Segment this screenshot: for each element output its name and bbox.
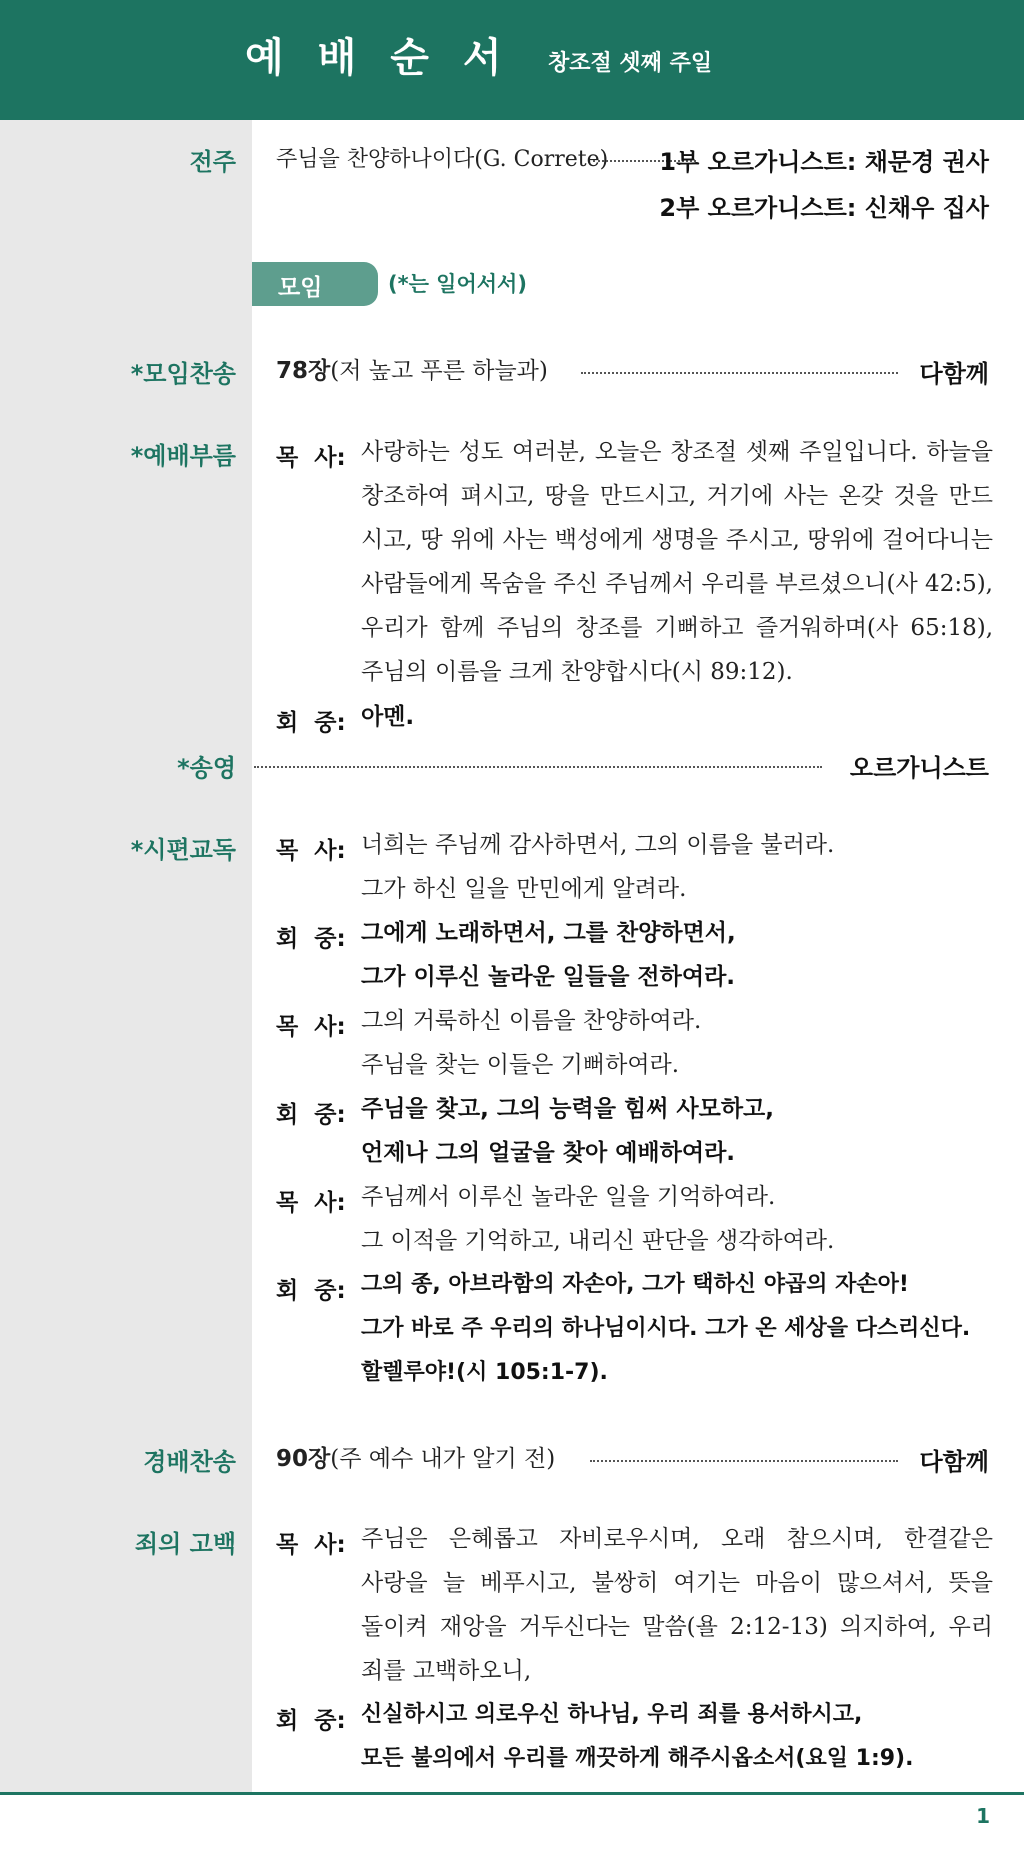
psalter-role: 목 사: — [276, 1190, 346, 1216]
call-leader-line: 사랑하는 성도 여러분, 오늘은 창조절 셋째 주일입니다. 하늘을 — [361, 439, 993, 465]
opening-hymn-performer: 다함께 — [919, 360, 989, 388]
psalter-label: *시편교독 — [130, 836, 236, 864]
psalter-block — [361, 1087, 993, 1175]
section-note: (*는 일어서서) — [388, 272, 527, 296]
psalter-line: 할렐루야!(시 105:1-7). — [361, 1360, 608, 1385]
doxology-leader — [254, 766, 822, 768]
header-bar — [0, 0, 1024, 120]
psalter-role: 회 중: — [276, 1278, 346, 1304]
hymn-of-praise-number: 90장 — [276, 1446, 331, 1472]
opening-hymn-number: 78장 — [276, 358, 331, 384]
confession-congregation-line: 모든 불의에서 우리를 깨끗하게 해주시옵소서(요일 1:9). — [361, 1746, 914, 1771]
confession-leader-role: 목 사: — [276, 1532, 346, 1558]
psalter-line: 그가 이루신 놀라운 일들을 전하여라. — [361, 964, 736, 990]
psalter-role: 목 사: — [276, 838, 346, 864]
psalter-line: 그가 하신 일을 만민에게 알려라. — [361, 876, 687, 902]
confession-leader-line: 돌이켜 재앙을 거두신다는 말씀(욜 2:12-13) 의지하여, 우리 — [361, 1614, 993, 1640]
organist-2: 2부 오르가니스트: 신채우 집사 — [659, 194, 989, 222]
opening-hymn-text — [276, 349, 548, 393]
confession-congregation-text — [361, 1693, 993, 1781]
psalter-line: 그가 바로 주 우리의 하나님이시다. 그가 온 세상을 다스리신다. — [361, 1316, 971, 1341]
confession-congregation-role: 회 중: — [276, 1708, 346, 1734]
call-leader-text — [361, 430, 993, 694]
call-to-worship-label: *예배부름 — [130, 442, 236, 470]
psalter-line: 언제나 그의 얼굴을 찾아 예배하여라. — [361, 1140, 736, 1166]
page-title: 예배순서 — [245, 35, 536, 81]
psalter-line: 주님께서 이루신 놀라운 일을 기억하여라. — [361, 1184, 776, 1210]
hymn-of-praise-performer: 다함께 — [919, 1448, 989, 1476]
psalter-role: 회 중: — [276, 1102, 346, 1128]
confession-leader-line: 죄를 고백하오니, — [361, 1658, 532, 1684]
psalter-line: 주님을 찾는 이들은 기뻐하여라. — [361, 1052, 680, 1078]
call-leader-line: 우리가 함께 주님의 창조를 기뻐하고 즐거워하며(사 65:18), — [361, 615, 993, 641]
hymn-of-praise-text — [276, 1437, 555, 1481]
psalter-line: 그에게 노래하면서, 그를 찬양하면서, — [361, 920, 736, 946]
psalter-block — [361, 999, 993, 1087]
psalter-line: 그의 거룩하신 이름을 찬양하여라. — [361, 1008, 702, 1034]
hymn-of-praise-leader — [590, 1460, 898, 1462]
opening-hymn-label: *모임찬송 — [130, 360, 236, 388]
psalter-block — [361, 1175, 993, 1263]
hymn-of-praise-label: 경배찬송 — [143, 1448, 236, 1476]
call-leader-line: 주님의 이름을 크게 찬양합시다(시 89:12). — [361, 659, 793, 685]
psalter-line: 그의 종, 아브라함의 자손아, 그가 택하신 야곱의 자손아! — [361, 1272, 909, 1297]
confession-leader-text — [361, 1517, 993, 1693]
page-number: 1 — [976, 1804, 990, 1828]
organist-1: 1부 오르가니스트: 채문경 권사 — [659, 148, 989, 176]
psalter-line: 주님을 찾고, 그의 능력을 힘써 사모하고, — [361, 1096, 774, 1122]
hymn-of-praise-title: (주 예수 내가 알기 전) — [330, 1446, 556, 1472]
footer-divider — [0, 1792, 1024, 1795]
confession-leader-line: 주님은 은혜롭고 자비로우시며, 오래 참으시며, 한결같은 — [361, 1526, 993, 1552]
psalter-role: 회 중: — [276, 926, 346, 952]
psalter-block — [361, 1263, 993, 1395]
prelude-label: 전주 — [189, 148, 236, 176]
call-leader-line: 사람들에게 목숨을 주신 주님께서 우리를 부르셨으니(사 42:5), — [361, 571, 993, 597]
call-leader-line: 시고, 땅 위에 사는 백성에게 생명을 주시고, 땅위에 걸어다니는 — [361, 527, 993, 553]
psalter-role: 목 사: — [276, 1014, 346, 1040]
prelude-piece: 주님을 찬양하나이다(G. Correte) — [276, 147, 609, 172]
confession-congregation-line: 신실하시고 의로우신 하나님, 우리 죄를 용서하시고, — [361, 1702, 863, 1727]
call-congregation-text — [361, 695, 993, 739]
opening-hymn-leader — [581, 372, 898, 374]
psalter-block — [361, 823, 993, 911]
psalter-block — [361, 911, 993, 999]
psalter-line: 너희는 주님께 감사하면서, 그의 이름을 불러라. — [361, 832, 835, 858]
call-congregation-line: 아멘. — [361, 704, 415, 730]
opening-hymn-title: (저 높고 푸른 하늘과) — [330, 358, 548, 384]
doxology-label: *송영 — [177, 754, 236, 782]
call-leader-line: 창조하여 펴시고, 땅을 만드시고, 거기에 사는 온갖 것을 만드 — [361, 483, 993, 509]
section-title: 모임 — [278, 275, 323, 301]
call-leader-role: 목 사: — [276, 445, 346, 471]
psalter-line: 그 이적을 기억하고, 내리신 판단을 생각하여라. — [361, 1228, 835, 1254]
call-congregation-role: 회 중: — [276, 710, 346, 736]
section-tab-gathering — [252, 262, 378, 306]
page-subtitle: 창조절 셋째 주일 — [548, 51, 713, 76]
doxology-performer: 오르가니스트 — [849, 754, 989, 782]
confession-leader-line: 사랑을 늘 베푸시고, 불쌍히 여기는 마음이 많으셔서, 뜻을 — [361, 1570, 993, 1596]
confession-label: 죄의 고백 — [134, 1530, 236, 1558]
